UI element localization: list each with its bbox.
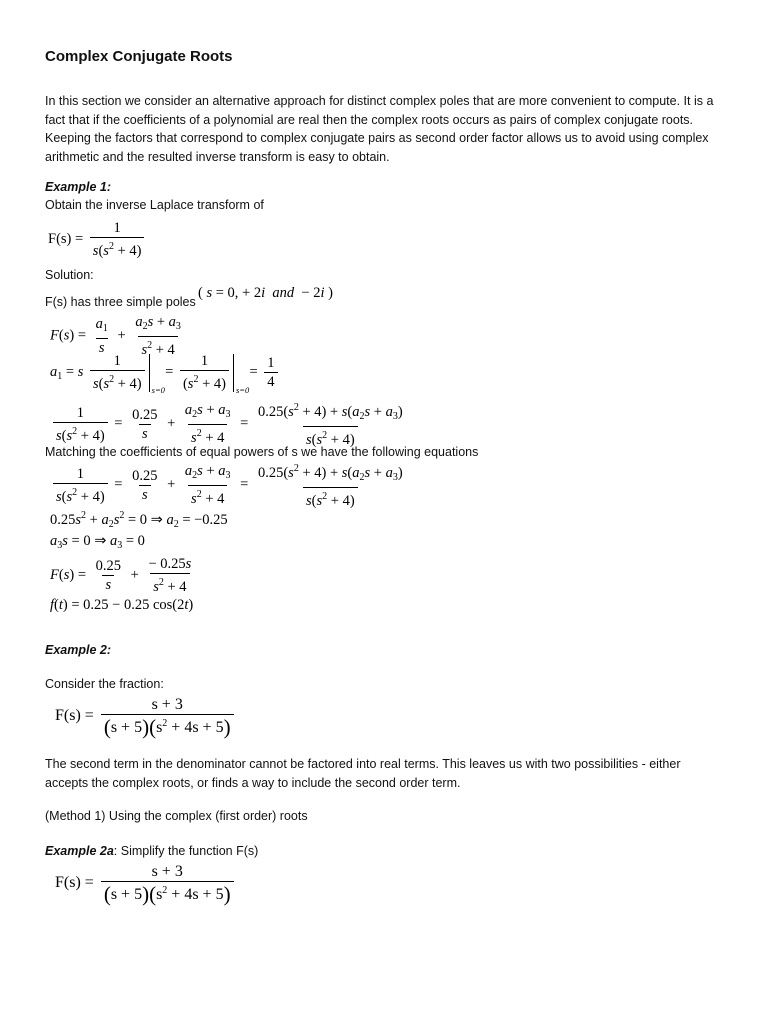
consider-text: Consider the fraction:: [45, 677, 164, 691]
example2-heading: Example 2:: [45, 643, 112, 657]
equation-expansion-1: $\frac{1}{s(s^2 + 4)}$ = $\frac{0.25}{s}$ + $\frac{a_2s + a_3}{s^2 + 4}$ = $\frac{0.25(s^2 + 4) + s(a_2s + a_3)}{s(s^2 + 4)}$: [50, 400, 409, 448]
example2a-label: Example 2a: [45, 844, 114, 858]
denominator-description: The second term in the denominator cannot be factored into real terms. This leaves us with two possibilities - either accepts the complex roots, or finds a way to include the second order term.: [45, 757, 681, 790]
example2a-line: [45, 842, 258, 861]
example2-numerator: s + 3: [151, 696, 183, 713]
poles-values: ( s = 0, + 2i and − 2i ): [198, 285, 333, 301]
intro-paragraph: In this section we consider an alternative approach for distinct complex poles that are more convenient to compute. It is a fact that if the coefficients of a polynomial are real then the complex roots occurs as pairs of complex conjugate roots. Keeping the factors that correspond to complex conjugate pairs as second order factor allows us to avoid using complex arithmetic and the resulted inverse transform is easy to obtain.: [45, 94, 714, 164]
example1-task: Obtain the inverse Laplace transform of: [45, 198, 264, 212]
equation-expansion-2: $\frac{1}{s(s^2 + 4)}$ = $\frac{0.25}{s}$ + $\frac{a_2s + a_3}{s^2 + 4}$ = $\frac{0.25(s^2 + 4) + s(a_2s + a_3)}{s(s^2 + 4)}$: [50, 461, 409, 509]
equation-a1: $a_1 = s$ $\frac{1}{s(s^2 + 4)}$ s=0 = $\frac{1}{(s^2 + 4)}$ s=0 = $\frac{1}{4}$: [50, 353, 281, 392]
equation-a2: $0.25s^2 + a_2s^2 = 0$ ⇒ $a_2 = -0.25$: [50, 510, 228, 530]
fs-lhs: F(s) =: [48, 230, 84, 247]
method1-text: (Method 1) Using the complex (first order) roots: [45, 809, 308, 823]
example2-lhs: F(s) =: [55, 707, 94, 725]
equation-ft: f(t) = 0.25 − 0.25 cos(2t): [50, 597, 194, 613]
equation-example2: F(s) = $\frac{s + 3}{(s + 5)(s^2 + 4s + 5)}$: [55, 697, 237, 736]
equation-a3: $a_3s = 0$ ⇒ $a_3 = 0$: [50, 533, 145, 551]
example1-heading: Example 1:: [45, 180, 112, 194]
equation-partial-fraction: F(s) = $\frac{a_1}{s}$ + $\frac{a_2s + a_3}{s^2 + 4}$: [50, 314, 181, 358]
page-title: Complex Conjugate Roots: [45, 48, 233, 65]
matching-text: Matching the coefficients of equal powers of s we have the following equations: [45, 445, 479, 459]
example2a-numerator: s + 3: [151, 863, 183, 880]
poles-text: F(s) has three simple poles: [45, 295, 196, 309]
equation-example2a: F(s) = $\frac{s + 3}{(s + 5)(s^2 + 4s + 5)}$: [55, 864, 237, 903]
equation-fs-result: F(s) = $\frac{0.25}{s}$ + $\frac{- 0.25s}{s^2 + 4}$: [50, 556, 192, 595]
solution-label: Solution:: [45, 268, 94, 282]
equation-fs-definition: F(s) = $\frac{1}{s(s^2 + 4)}$: [48, 220, 147, 259]
example2a-text: : Simplify the function F(s): [113, 844, 259, 858]
example2a-lhs: F(s) =: [55, 874, 94, 892]
